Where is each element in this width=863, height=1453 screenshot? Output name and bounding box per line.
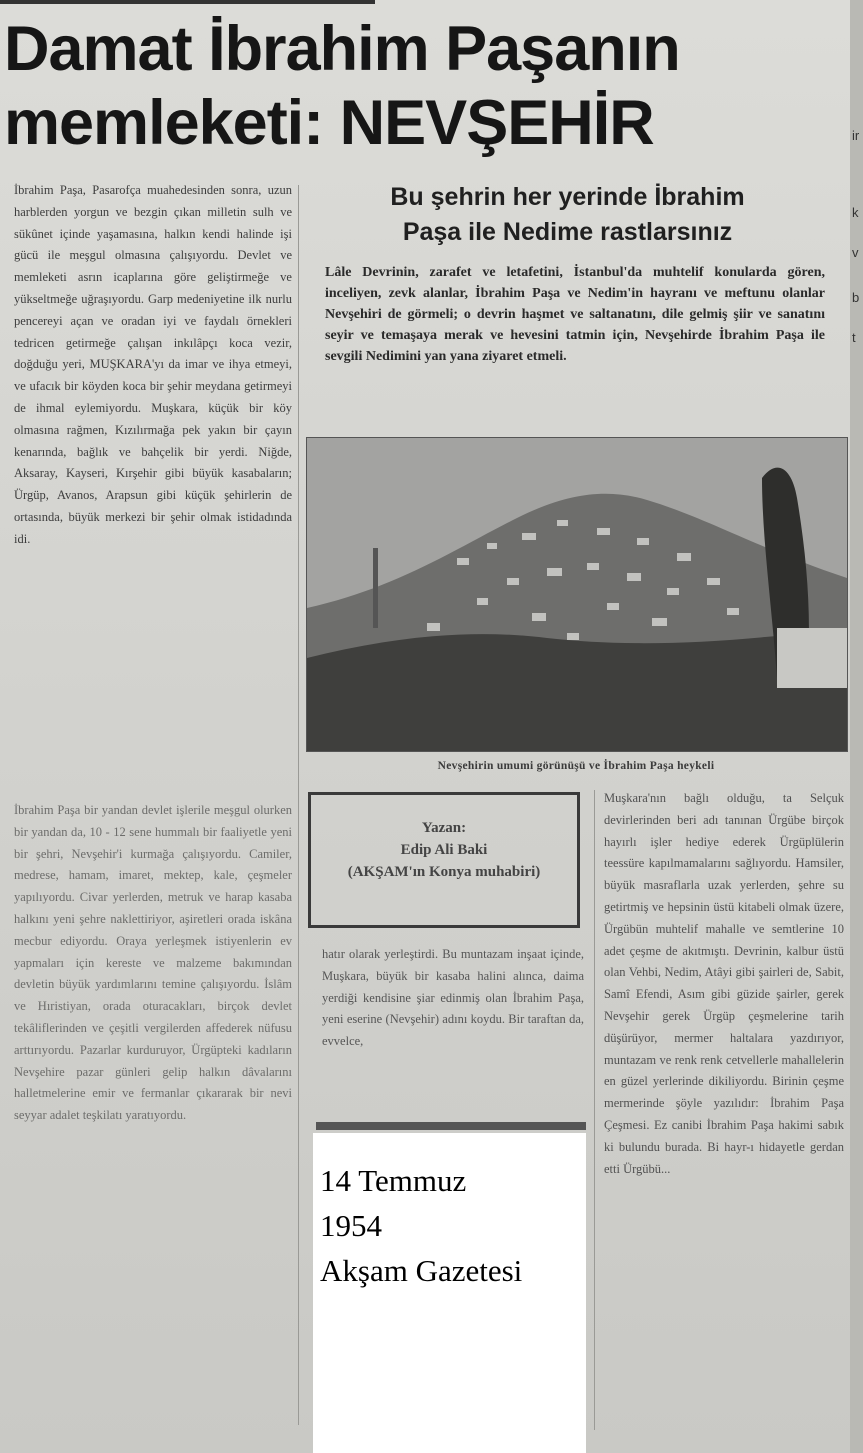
note-date: 14 Temmuz	[320, 1163, 467, 1198]
annotation-note	[320, 1158, 522, 1293]
column-rule	[316, 1122, 586, 1130]
headline-line: memleketi: NEVŞEHİR	[4, 88, 654, 158]
top-rule	[0, 0, 375, 4]
city-photo-drawing	[307, 438, 847, 751]
article-column-left: İbrahim Paşa, Pasarofça muahedesinden sonra, uzun harblerden yorgun ve bezgin çıkan milletin sulh ve sükûnet içinde yaşamasına, halkın kendi halinde işi gücü ile meşgul olmasına çalışıyordu. Devlet ve memleketi asrın icaplarına göre geliştirmeğe ve yükseltmeğe uğraşıyordu. Garp medeniyetine ilk nurlu pencereyi açan ve oradan iyi ve faydalı örnekleri tedricen getirmeğe çalışan inkılâpçı koca vezir, doğduğu yeri, MUŞKARA'yı da imar ve ihya etmeyi, ve ufacık bir köyden koca bir şehir meydana getirmeyi de ihmal eylemiyordu. Muşkara, küçük bir köy olmasına rağmen, Kızılırmağa pek yakın bir çayın kenarında, bağlık ve bahçelik bir yerdi. Niğde, Aksaray, Kayseri, Kırşehir gibi büyük kasabaların; Ürgüp, Avanos, Arapsun gibi küçük şehirlerin de ortasında, büyük merkezi bir şehir olmak istidadında idi.	[14, 183, 292, 546]
byline-label: Yazan:	[421, 820, 467, 836]
subheadline-line: Paşa ile Nedime rastlarsınız	[402, 218, 733, 246]
byline-role: (AKŞAM'ın Konya muhabiri)	[347, 864, 541, 880]
article-column-left-continued: İbrahim Paşa bir yandan devlet işlerile meşgul olurken bir yandan da, 10 - 12 sene hummalı bir faaliyetle yeni bir şehri, Nevşehir'i kurmağa çalışıyordu. Camiler, medrese, hamam, imaret, mektep, kale, çeşmeler yapılıyordu. Civar yerlerden, metruk ve harap kasaba halkını yeni şehre naklettiriyor, aşiretleri orada iskâna mecbur ediyordu. Oraya yerleşmek istiyenlerin ev yapmaları için kereste ve malzeme bakımından devletin büyük yardımlarını temine çalışıyordu. İslâm ve Hıristiyan, orada oturacakları, birçok devlet tekâliflerinden ve çeşitli vergilerden affederek nüfusu arttırıyordu. Pazarlar kurduruyor, Ürgüpteki kadıların Nevşehire pazar günleri gelip halkın dâvalarını halletmelerine emir ve fermanlar çıkararak bir nevi seyyar adalet teşkilatı yaratıyordu.	[14, 803, 292, 1123]
edge-text: k	[852, 205, 859, 220]
photo-caption: Nevşehirin umumi görünüşü ve İbrahim Paşa heykeli	[437, 760, 715, 772]
lead-paragraph: Lâle Devrinin, zarafet ve letafetini, İstanbul'da muhtelif konularda gören, inceliyen, zevk alanlar, İbrahim Paşa ve Nedim'in hayranı ve meftunu olanlar Nevşehiri de görmeli; o devrin haşmet ve saltanatını, dile gelmiş şiir ve sanatını seyir ve temaşaya merak ve hevesini tatmin için, Nevşehirde İbrahim Paşa ile sevgili Nedimini yan yana ziyaret etmeli.	[325, 265, 825, 364]
article-column-middle: hatır olarak yerleştirdi. Bu muntazam inşaat içinde, Muşkara, büyük bir kasaba halini alınca, daima yerdiği kendisine şiar edinmiş olan İbrahim Paşa, yeni eserine (Nevşehir) adını koydu. Bir taraftan da, evvelce,	[322, 947, 584, 1049]
note-year: 1954	[320, 1208, 382, 1243]
city-photo	[306, 437, 848, 752]
note-source: Akşam Gazetesi	[320, 1253, 523, 1288]
headline	[4, 12, 844, 160]
column-divider	[298, 185, 299, 1425]
edge-text: ir	[852, 128, 860, 143]
headline-line: Damat İbrahim Paşanın	[4, 14, 680, 84]
article-column-right: Muşkara'nın bağlı olduğu, ta Selçuk devirlerinden beri adı tanınan Ürgübe birçok hayırlı işler hediye ederek Ürgüplülerin teessüre kapılmamalarını sağlıyordu. Hamsiler, büyük masraflarla uzak yerlerden, şehre su getirtmiş ve hepsinin üstü kitabeli olmak üzere, Ürgübün muhtelif mahalle ve semtlerine 10 adet çeşme de akıtmıştı. Devrinin, kalbur üstü olan Vehbi, Nedim, Atâyi gibi şairleri de, Sabit, Samî Efendi, Asım gibi güzide şairler, gerek Nevşehir gerek Ürgüp çeşmelerine tarih düşürüyor, mermer haltalara yazdırıyor, muntazam ve renk renk cetvellerle mahallelerin en güzel yerlerinde dikiliyordu. Birinin çeşme mermerinde şöyle yazılıdır: İbrahim Paşa Çeşmesi. Ez canibi İbrahim Paşa hakimi sabık ki bulundu burada. Bi hayr-ı hidayetle gerdan etti Ürgübü...	[604, 791, 844, 1176]
edge-text: v	[852, 245, 859, 260]
edge-text: b	[852, 290, 860, 305]
byline-box	[308, 792, 580, 928]
byline-author: Edip Ali Baki	[400, 842, 488, 858]
column-divider	[594, 790, 595, 1430]
subheadline	[300, 180, 835, 250]
subheadline-line: Bu şehrin her yerinde İbrahim	[390, 183, 745, 211]
edge-text: t	[852, 330, 856, 345]
